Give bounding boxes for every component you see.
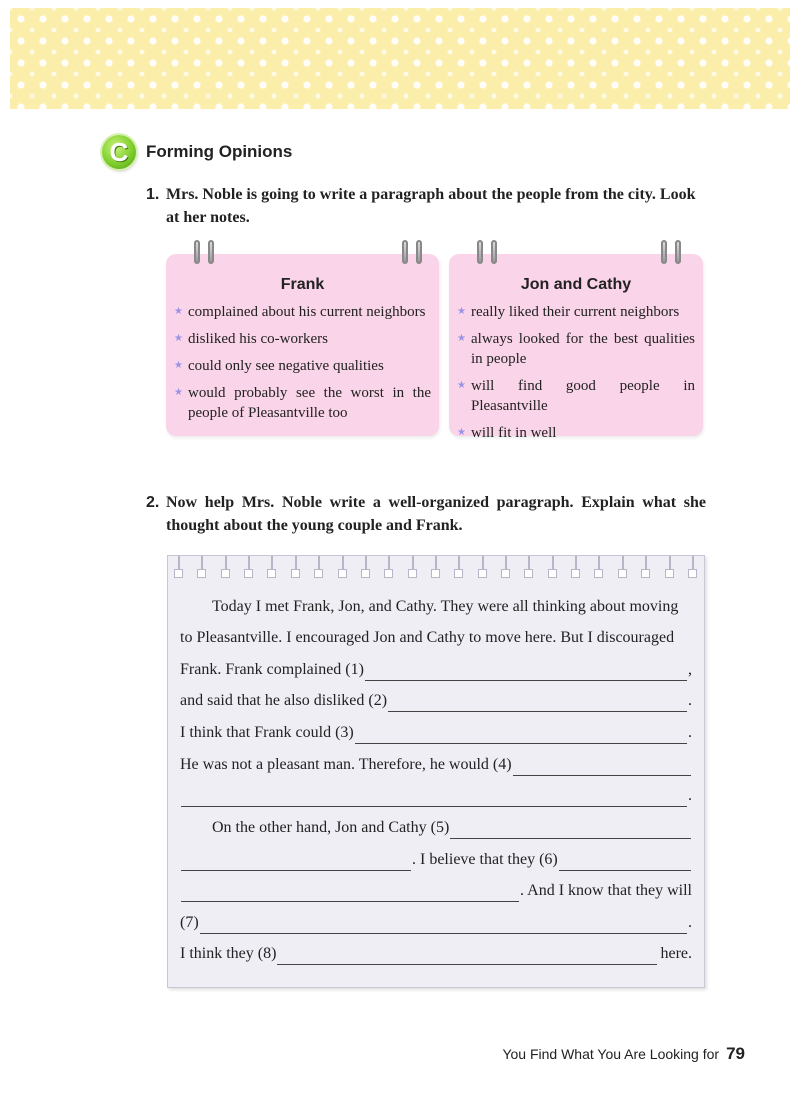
- star-icon: ★: [457, 306, 466, 317]
- paper-tabs: [174, 556, 698, 580]
- page-footer: [502, 1044, 745, 1064]
- answer-blank-6-continued[interactable]: [181, 885, 519, 902]
- paragraph-text: .: [688, 692, 692, 709]
- paper-tab-icon: [501, 556, 511, 578]
- star-icon: ★: [457, 427, 466, 438]
- star-icon: ★: [174, 387, 183, 398]
- paragraph-line: [180, 596, 692, 618]
- answer-blank-7[interactable]: [200, 917, 687, 934]
- paragraph-text: I think that Frank could (3): [180, 724, 354, 741]
- question-2: [146, 491, 706, 537]
- star-icon: ★: [174, 360, 183, 371]
- paper-tab-icon: [174, 556, 184, 578]
- star-icon: ★: [174, 333, 183, 344]
- binder-ring-icon: [208, 240, 214, 264]
- binder-ring-icon: [194, 240, 200, 264]
- note-item: ★ always looked for the best qualities in people: [457, 331, 695, 367]
- answer-blank-3[interactable]: [355, 727, 687, 744]
- paper-tab-icon: [524, 556, 534, 578]
- paragraph-line: [180, 943, 692, 965]
- answer-blank-4-continued[interactable]: [181, 790, 687, 807]
- paper-tab-icon: [267, 556, 277, 578]
- note-item: ★ will fit in well: [457, 425, 557, 441]
- question-1: [146, 183, 706, 229]
- paper-tab-icon: [314, 556, 324, 578]
- writing-paper: [167, 555, 705, 988]
- question-1-text: Mrs. Noble is going to write a paragraph about the people from the city. Look at her notes.: [166, 186, 696, 226]
- star-icon: ★: [174, 306, 183, 317]
- answer-blank-6[interactable]: [559, 854, 691, 871]
- star-icon: ★: [457, 333, 466, 344]
- section-header: [102, 134, 292, 170]
- paper-tab-icon: [197, 556, 207, 578]
- paragraph-line: [180, 659, 692, 681]
- paragraph-line: [180, 785, 692, 807]
- header-banner: [10, 8, 790, 109]
- paper-tab-icon: [361, 556, 371, 578]
- section-badge-icon: C: [102, 135, 136, 169]
- paragraph-text: to Pleasantville. I encouraged Jon and Cathy to move here. But I discouraged: [180, 629, 675, 646]
- star-icon: ★: [457, 380, 466, 391]
- question-2-text: Now help Mrs. Noble write a well-organized paragraph. Explain what she thought about the young couple and Frank.: [166, 494, 706, 534]
- note-item: ★ complained about his current neighbors: [174, 304, 426, 320]
- note-item: ★ really liked their current neighbors: [457, 304, 680, 320]
- note-card-jon-and-cathy: [449, 254, 703, 441]
- paper-tab-icon: [618, 556, 628, 578]
- paragraph-text: here.: [660, 945, 692, 962]
- answer-blank-5[interactable]: [450, 822, 691, 839]
- paper-tab-icon: [291, 556, 301, 578]
- paragraph-text: He was not a pleasant man. Therefore, he would (4): [180, 756, 512, 773]
- paper-tab-icon: [338, 556, 348, 578]
- paper-tab-icon: [641, 556, 651, 578]
- paragraph-text: . I believe that they (6): [412, 851, 558, 868]
- paragraph-line: [180, 912, 692, 934]
- paragraph-line: [180, 722, 692, 744]
- note-list: [174, 302, 431, 430]
- paragraph-text: Today I met Frank, Jon, and Cathy. They were all thinking about moving: [212, 598, 679, 615]
- paper-tab-icon: [454, 556, 464, 578]
- binder-ring-icon: [477, 240, 483, 264]
- paragraph-line: [180, 849, 692, 871]
- answer-blank-4[interactable]: [513, 759, 691, 776]
- paragraph-line: [180, 627, 692, 649]
- page-number: 79: [726, 1044, 745, 1063]
- binder-ring-icon: [661, 240, 667, 264]
- paper-tab-icon: [548, 556, 558, 578]
- answer-blank-2[interactable]: [388, 695, 687, 712]
- note-item: ★ could only see negative qualities: [174, 358, 384, 374]
- answer-blank-5-continued[interactable]: [181, 854, 411, 871]
- note-item: ★ disliked his co-workers: [174, 331, 328, 347]
- paragraph-line: [180, 690, 692, 712]
- paragraph-text: and said that he also disliked (2): [180, 692, 388, 709]
- paper-tab-icon: [594, 556, 604, 578]
- binder-ring-icon: [491, 240, 497, 264]
- paragraph-text: .: [688, 724, 692, 741]
- note-title: Frank: [280, 276, 325, 293]
- section-title: Forming Opinions: [146, 142, 293, 161]
- note-list: [457, 302, 695, 450]
- paragraph-text: On the other hand, Jon and Cathy (5): [212, 819, 450, 836]
- question-1-number: 1.: [146, 186, 160, 203]
- paper-tab-icon: [221, 556, 231, 578]
- paper-tab-icon: [408, 556, 418, 578]
- paragraph-text: .: [688, 787, 692, 804]
- answer-blank-8[interactable]: [277, 948, 657, 965]
- binder-ring-icon: [675, 240, 681, 264]
- paper-tab-icon: [244, 556, 254, 578]
- paper-tab-icon: [431, 556, 441, 578]
- paragraph-text: ,: [688, 661, 692, 678]
- note-card-frank: [166, 254, 439, 436]
- note-title: Jon and Cathy: [520, 276, 632, 293]
- answer-blank-1[interactable]: [365, 664, 687, 681]
- note-item: ★ will find good people in Pleasantville: [457, 378, 695, 414]
- paragraph-line: [180, 880, 692, 902]
- paragraph-text: I think they (8): [180, 945, 277, 962]
- paragraph-text: (7): [180, 914, 199, 931]
- paragraph-text: . And I know that they will: [520, 882, 692, 899]
- paragraph-line: [180, 817, 692, 839]
- note-item: ★ would probably see the worst in the people of Pleasantville too: [174, 385, 431, 421]
- binder-ring-icon: [402, 240, 408, 264]
- paper-tab-icon: [384, 556, 394, 578]
- paragraph-line: [180, 754, 692, 776]
- footer-title: You Find What You Are Looking for: [502, 1046, 720, 1062]
- binder-ring-icon: [416, 240, 422, 264]
- paragraph-text: Frank. Frank complained (1): [180, 661, 364, 678]
- paper-tab-icon: [665, 556, 675, 578]
- question-2-number: 2.: [146, 494, 160, 511]
- paper-tab-icon: [688, 556, 698, 578]
- paper-tab-icon: [571, 556, 581, 578]
- paper-tab-icon: [478, 556, 488, 578]
- paragraph-text: .: [688, 914, 692, 931]
